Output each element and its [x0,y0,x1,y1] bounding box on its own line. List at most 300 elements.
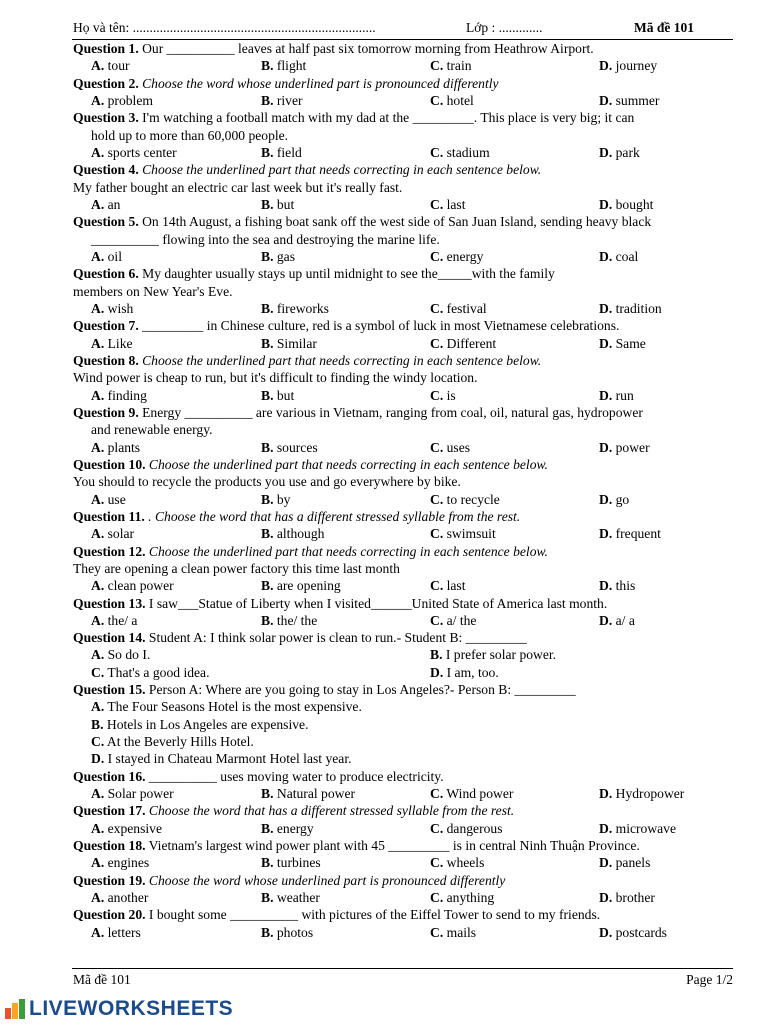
option-letter: A. [91,196,105,212]
option-text: Like [107,335,133,351]
question-16 [73,768,735,803]
answer-option-a[interactable] [73,698,735,715]
option-letter: B. [261,144,274,160]
option-text: That's a good idea. [107,664,210,680]
option-letter: D. [599,786,613,802]
question-number: Question 1. [73,41,139,56]
answer-option-d[interactable] [599,525,661,542]
question-text: Student A: I think solar power is clean to run.- Student B: _________ [145,630,527,646]
answer-options [73,57,735,74]
option-text: frequent [615,526,661,542]
answer-option-a[interactable] [91,889,148,906]
question-instruction: Choose the word whose underlined part is pronounced differently [138,75,499,91]
question-7 [73,317,735,352]
question-number: Question 17. [73,803,146,819]
question-text: Person A: Where are you going to stay in Los Angeles?- Person B: _________ [145,682,576,698]
option-text: brother [615,890,655,906]
option-text: bought [615,196,654,212]
question-text: I saw___Statue of Liberty when I visited______United State of America last month. [145,595,608,611]
answer-option-b[interactable] [261,439,318,456]
question-number: Question 12. [73,543,146,559]
student-name-field: Họ và tên: ........................................................................ [73,20,376,35]
option-letter: D. [599,924,613,940]
answer-option-d[interactable] [599,889,655,906]
answer-options [73,924,735,941]
answer-option-c[interactable] [430,854,484,871]
answer-option-a[interactable] [91,854,149,871]
question-2 [73,75,735,110]
option-text: a/ the [446,612,477,628]
question-text: I'm watching a football match with my dad at the _________. This place is very big; it can [138,110,635,126]
answer-option-c[interactable] [430,196,466,213]
option-letter: A. [91,144,105,160]
question-stem [73,543,735,560]
option-letter: A. [91,924,105,940]
option-letter: C. [430,300,444,316]
answer-option-d[interactable] [599,785,684,802]
option-letter: D. [91,751,105,767]
option-letter: B. [261,491,274,507]
liveworksheets-brand[interactable] [4,996,233,1022]
question-stem [73,317,735,334]
answer-option-d[interactable] [599,387,634,404]
question-text: On 14th August, a fishing boat sank off the west side of San Juan Island, sending heavy black [138,214,652,230]
option-text: turbines [276,855,321,871]
question-10 [73,456,735,508]
option-letter: C. [430,92,444,108]
answer-option-b[interactable] [261,335,317,352]
answer-options [73,664,735,681]
question-stem [73,404,735,421]
option-text: At the Beverly Hills Hotel. [106,734,254,750]
question-instruction: Choose the word whose underlined part is pronounced differently [145,872,506,888]
question-text: Energy __________ are various in Vietnam, ranging from coal, oil, natural gas, hydropower [138,404,643,420]
answer-option-b[interactable] [430,646,556,663]
answer-option-c[interactable] [73,733,735,750]
option-text: last [446,196,466,212]
option-text: an [107,196,121,212]
question-stem [73,161,735,178]
option-letter: C. [430,196,444,212]
option-letter: A. [91,890,105,906]
question-15 [73,681,735,768]
answer-option-a[interactable] [91,646,150,663]
question-text: Vietnam's largest wind power plant with 45 _________ is in central Ninh Thuận Province. [145,838,640,854]
question-number: Question 8. [73,352,139,368]
question-number: Question 3. [73,110,139,126]
answer-option-a[interactable] [91,57,130,74]
option-letter: C. [430,855,444,871]
answer-option-d[interactable] [599,854,650,871]
option-letter: B. [261,335,274,351]
answer-option-d[interactable] [599,300,662,317]
question-list [73,40,735,941]
question-number: Question 14. [73,630,146,646]
answer-option-d[interactable] [599,335,646,352]
option-text: to recycle [446,491,500,507]
question-number: Question 15. [73,682,146,698]
option-text: Solar power [107,786,174,802]
answer-option-a[interactable] [91,525,134,542]
page-number: Page 1/2 [686,972,733,987]
question-text: My daughter usually stays up until midnight to see the_____with the family [138,266,555,282]
option-text: run [615,387,634,403]
option-text: coal [615,248,639,264]
answer-options [73,525,735,542]
answer-option-b[interactable] [261,92,303,109]
answer-option-b[interactable] [261,387,294,404]
option-letter: B. [261,924,274,940]
option-letter: C. [430,144,444,160]
exam-code: Mã đề 101 [634,20,694,35]
question-8 [73,352,735,404]
question-instruction: Choose the word that has a different stressed syllable from the rest. [145,803,515,819]
question-9 [73,404,735,456]
question-12 [73,543,735,595]
question-continuation: hold up to more than 60,000 people. [91,127,289,143]
option-letter: B. [261,196,274,212]
option-text: Hydropower [615,786,685,802]
question-stem [73,352,735,369]
question-17 [73,802,735,837]
answer-option-a[interactable] [91,335,133,352]
question-1 [73,40,735,75]
option-text: I prefer solar power. [445,647,557,663]
option-letter: B. [261,855,274,871]
option-text: energy [276,820,314,836]
answer-option-a[interactable] [91,439,140,456]
option-letter: A. [91,699,105,715]
answer-option-c[interactable] [430,577,466,594]
answer-option-b[interactable] [261,785,355,802]
answer-option-d[interactable] [599,196,653,213]
answer-option-b[interactable] [261,144,302,161]
answer-option-a[interactable] [91,820,162,837]
question-number: Question 16. [73,768,146,784]
answer-option-d[interactable] [599,248,638,265]
answer-options [73,387,735,404]
option-letter: D. [599,526,613,542]
option-text: train [446,58,472,74]
option-letter: C. [430,526,444,542]
answer-option-c[interactable] [430,491,500,508]
answer-option-d[interactable] [430,664,499,681]
option-text: anything [446,890,495,906]
footer-exam-code: Mã đề 101 [73,972,131,987]
option-letter: A. [91,58,105,74]
question-sentence: They are opening a clean power factory this time last month [73,560,400,576]
question-instruction: Choose the underlined part that needs correcting in each sentence below. [145,456,548,472]
option-letter: C. [430,248,444,264]
question-stem [73,456,735,473]
question-sentence: members on New Year's Eve. [73,283,233,299]
option-letter: B. [261,387,274,403]
option-text: weather [276,890,320,906]
question-stem [73,595,735,612]
question-stem [73,40,735,57]
option-letter: C. [430,924,444,940]
option-letter: A. [91,248,105,264]
question-3 [73,109,735,161]
answer-option-d[interactable] [599,924,667,941]
question-14 [73,629,735,681]
answer-option-c[interactable] [430,525,496,542]
answer-options [73,577,735,594]
question-number: Question 7. [73,318,139,334]
question-number: Question 20. [73,907,146,923]
answer-options [73,889,735,906]
option-text: wish [107,300,134,316]
option-letter: C. [430,786,444,802]
question-19 [73,872,735,907]
answer-option-b[interactable] [261,924,313,941]
option-text: tradition [615,300,662,316]
option-text: solar [107,526,135,542]
option-letter: A. [91,387,105,403]
answer-option-a[interactable] [91,924,141,941]
question-stem [73,906,735,923]
option-letter: D. [599,820,613,836]
option-letter: B. [261,890,274,906]
question-4 [73,161,735,213]
answer-option-b[interactable] [73,716,735,733]
answer-option-b[interactable] [261,525,324,542]
answer-option-c[interactable] [430,92,474,109]
option-text: another [107,890,149,906]
question-5 [73,213,735,265]
option-letter: C. [430,58,444,74]
option-text: Different [446,335,497,351]
option-text: Wind power [446,786,514,802]
answer-option-c[interactable] [91,664,209,681]
option-text: letters [107,924,141,940]
answer-option-c[interactable] [430,924,476,941]
answer-option-d[interactable] [599,439,650,456]
answer-option-d[interactable] [599,577,635,594]
option-text: go [615,491,630,507]
option-text: tour [107,58,130,74]
question-stem [73,213,735,230]
option-letter: D. [599,92,613,108]
option-text: gas [276,248,295,264]
option-letter: C. [430,387,444,403]
answer-option-c[interactable] [430,300,487,317]
answer-option-b[interactable] [261,57,306,74]
option-letter: B. [430,647,443,663]
answer-options [73,300,735,317]
option-letter: D. [599,578,613,594]
class-field: Lớp : ............. [466,20,543,35]
option-letter: A. [91,526,105,542]
option-text: Similar [276,335,317,351]
answer-option-c[interactable] [430,889,494,906]
option-text: summer [615,92,660,108]
option-letter: D. [599,196,613,212]
option-text: a/ a [615,612,635,628]
answer-option-a[interactable] [91,612,137,629]
option-text: I am, too. [446,664,499,680]
option-text: although [276,526,325,542]
answer-option-a[interactable] [91,92,153,109]
answer-options [73,854,735,871]
option-text: postcards [615,924,667,940]
question-20 [73,906,735,941]
question-number: Question 11. [73,508,145,524]
option-text: are opening [276,578,341,594]
answer-option-c[interactable] [430,820,503,837]
question-stem [73,109,735,126]
option-letter: C. [430,491,444,507]
question-text: __________ uses moving water to produce electricity. [145,768,444,784]
answer-option-c[interactable] [430,57,472,74]
option-text: photos [276,924,314,940]
option-text: plants [107,439,141,455]
option-letter: D. [599,335,613,351]
option-text: engines [107,855,150,871]
option-text: but [276,387,295,403]
answer-option-b[interactable] [261,612,317,629]
answer-option-a[interactable] [91,577,174,594]
answer-option-b[interactable] [261,300,329,317]
answer-option-b[interactable] [261,577,341,594]
answer-option-b[interactable] [261,854,321,871]
answer-option-d[interactable] [599,57,657,74]
option-letter: D. [599,855,613,871]
option-text: dangerous [446,820,503,836]
option-letter: C. [430,612,444,628]
answer-options [73,612,735,629]
option-letter: B. [261,92,274,108]
question-sentence: Wind power is cheap to run, but it's difficult to finding the windy location. [73,370,478,386]
answer-option-d[interactable] [599,491,629,508]
answer-option-a[interactable] [91,248,122,265]
option-letter: A. [91,820,105,836]
option-text: use [107,491,126,507]
answer-option-d[interactable] [599,144,640,161]
answer-option-c[interactable] [430,387,456,404]
answer-options [73,196,735,213]
answer-option-b[interactable] [261,248,295,265]
question-number: Question 18. [73,838,146,854]
question-number: Question 4. [73,162,139,178]
question-stem [73,837,735,854]
option-letter: D. [599,300,613,316]
option-text: sports center [107,144,177,160]
answer-options [73,646,735,663]
option-text: last [446,578,466,594]
option-letter: D. [599,144,613,160]
option-letter: A. [91,92,105,108]
answer-option-a[interactable] [91,300,133,317]
option-letter: A. [91,612,105,628]
option-letter: D. [599,248,613,264]
option-letter: B. [91,716,104,732]
option-letter: D. [599,439,613,455]
option-letter: D. [599,491,613,507]
answer-option-b[interactable] [261,196,294,213]
answer-option-d[interactable] [599,820,676,837]
answer-option-d[interactable] [73,750,735,767]
question-stem [73,629,735,646]
answer-option-a[interactable] [91,387,147,404]
question-instruction: Choose the underlined part that needs correcting in each sentence below. [138,162,542,178]
answer-options [73,785,735,802]
question-stem [73,75,735,92]
brand-name: LIVEWORKSHEETS [29,997,234,1020]
option-text: is [446,387,456,403]
answer-option-b[interactable] [261,820,314,837]
option-text: clean power [107,578,174,594]
option-text: panels [615,855,651,871]
answer-options [73,335,735,352]
answer-option-c[interactable] [430,612,476,629]
option-text: sources [276,439,318,455]
option-letter: D. [599,387,613,403]
option-text: but [276,196,295,212]
option-text: So do I. [107,647,151,663]
question-stem [73,768,735,785]
question-instruction: Choose the underlined part that needs correcting in each sentence below. [138,352,542,368]
answer-option-c[interactable] [430,785,513,802]
option-letter: D. [599,612,613,628]
option-letter: D. [599,58,613,74]
answer-option-a[interactable] [91,196,120,213]
option-text: uses [446,439,471,455]
answer-options [73,144,735,161]
answer-option-c[interactable] [430,335,496,352]
option-text: The Four Seasons Hotel is the most expensive. [107,699,362,715]
answer-option-a[interactable] [91,491,126,508]
option-text: field [276,144,302,160]
answer-option-d[interactable] [599,92,659,109]
question-stem [73,681,735,698]
answer-option-a[interactable] [91,785,174,802]
option-letter: C. [91,734,105,750]
option-text: energy [446,248,484,264]
option-letter: B. [261,820,274,836]
option-letter: C. [430,578,444,594]
answer-option-d[interactable] [599,612,635,629]
answer-option-c[interactable] [430,439,470,456]
option-letter: C. [430,439,444,455]
option-letter: A. [91,786,105,802]
answer-option-b[interactable] [261,491,290,508]
question-number: Question 9. [73,404,139,420]
answer-options [73,248,735,265]
answer-option-c[interactable] [430,248,483,265]
option-letter: D. [599,890,613,906]
option-letter: C. [91,664,105,680]
answer-options [73,439,735,456]
option-text: the/ the [276,612,318,628]
option-text: oil [107,248,122,264]
option-letter: B. [261,248,274,264]
question-stem [73,872,735,889]
question-number: Question 19. [73,872,146,888]
answer-option-b[interactable] [261,889,320,906]
option-text: flight [276,58,307,74]
answer-options [73,491,735,508]
option-text: swimsuit [446,526,496,542]
option-letter: A. [91,300,105,316]
option-text: I stayed in Chateau Marmont Hotel last year. [107,751,352,767]
option-text: festival [446,300,487,316]
answer-option-c[interactable] [430,144,490,161]
option-text: wheels [446,855,485,871]
option-text: Hotels in Los Angeles are expensive. [106,716,309,732]
question-number: Question 13. [73,595,146,611]
answer-option-a[interactable] [91,144,177,161]
